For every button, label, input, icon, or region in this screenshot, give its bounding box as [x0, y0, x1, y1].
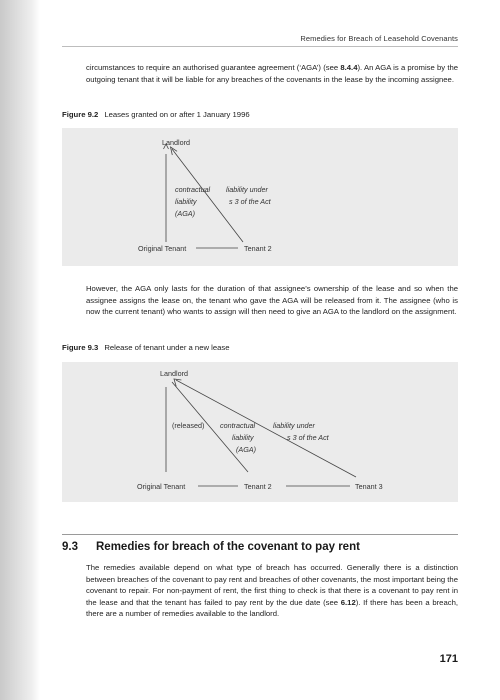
contractual-label: contractual — [175, 185, 211, 194]
cross-reference[interactable]: 6.12 — [340, 597, 356, 607]
figure-9-2-diagram — [62, 128, 458, 266]
tenant-2-label: Tenant 2 — [244, 244, 272, 253]
statute-reference-label: s 3 of the Act — [229, 197, 271, 206]
tenant-3-label: Tenant 3 — [355, 482, 383, 491]
intro-text-end: ). An AGA is a promise by the outgoing tenant that it will be liable for any breaches of the covenants in the lease by the incoming assignee. — [86, 63, 459, 84]
section-text-end: ). If there has been a breach, there are a number of remedies available to the landlord. — [86, 597, 458, 619]
tenant-2-label: Tenant 2 — [244, 482, 272, 491]
cross-reference[interactable]: 8.4.4 — [340, 63, 358, 72]
released-label: (released) — [172, 421, 205, 430]
figure-title: Leases granted on or after 1 January 1996 — [104, 110, 250, 119]
intro-paragraph — [86, 62, 458, 85]
section-number: 9.3 — [62, 541, 78, 553]
figure-number: Figure 9.3 — [62, 343, 99, 352]
running-head: Remedies for Breach of Leasehold Covenants — [300, 34, 458, 43]
figure-9-3-caption — [62, 343, 230, 352]
middle-paragraph: However, the AGA only lasts for the duration of that assignee’s ownership of the lease and so when the assignee assigns the lease on, the tenant who gave the AGA will be released from it. The assignee (who is now the current tenant) who wants to assign will then need to give an AGA to the landlord on the assignment. — [86, 284, 458, 317]
statute-reference-label: s 3 of the Act — [287, 433, 329, 442]
header-rule — [62, 46, 458, 47]
aga-label: (AGA) — [175, 209, 195, 218]
contractual-label: contractual — [220, 421, 256, 430]
statutory-liability-label: liability under — [273, 421, 315, 430]
aga-label: (AGA) — [236, 445, 256, 454]
liability-label: liability — [232, 433, 254, 442]
landlord-label: Landlord — [162, 138, 190, 147]
original-tenant-label: Original Tenant — [137, 482, 186, 491]
figure-9-3-lines — [62, 362, 458, 502]
landlord-label: Landlord — [160, 369, 188, 378]
section-rule — [62, 534, 458, 535]
page-gutter-shadow — [0, 0, 40, 700]
figure-9-2-caption — [62, 110, 250, 119]
page-number: 171 — [439, 653, 458, 665]
liability-label: liability — [175, 197, 197, 206]
figure-9-3-diagram — [62, 362, 458, 502]
section-heading — [62, 541, 360, 553]
original-tenant-label: Original Tenant — [138, 244, 187, 253]
intro-text-start: circumstances to require an authorised guarantee agreement (‘AGA’) (see — [86, 63, 341, 72]
section-paragraph — [86, 562, 458, 620]
statutory-liability-label: liability under — [226, 185, 268, 194]
section-title: Remedies for breach of the covenant to pay rent — [96, 541, 360, 553]
figure-title: Release of tenant under a new lease — [104, 343, 230, 352]
section-text-start: The remedies available depend on what type of breach has occurred. Generally there is a distinction between breaches of the covenant to pay rent and breaches of other covenants, the most important being the covenant to repair. For non-payment of rent, the first thing to check is that there is a covenant to pay rent in the lease and that the tenant has failed to pay rent by the due date (see — [86, 563, 458, 607]
figure-number: Figure 9.2 — [62, 110, 99, 119]
tenant-2-to-landlord-line — [172, 149, 243, 242]
